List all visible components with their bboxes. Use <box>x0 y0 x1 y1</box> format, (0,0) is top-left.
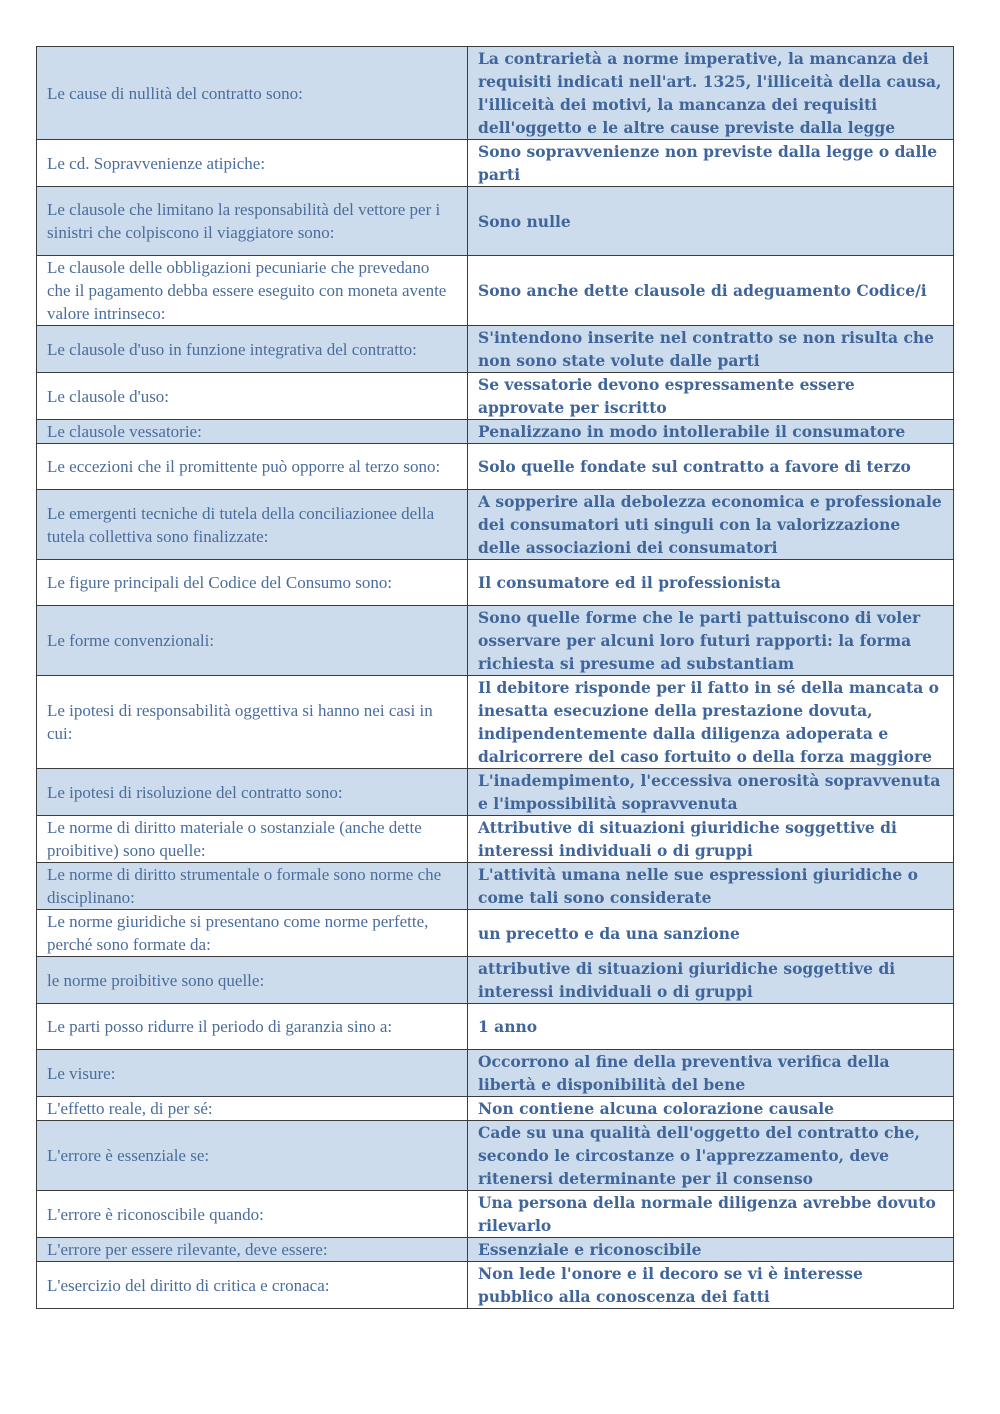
table-row <box>37 420 954 444</box>
answer-cell: Occorrono al fine della preventiva verifica della libertà e disponibilità del bene <box>468 1050 954 1097</box>
question-cell: Le clausole delle obbligazioni pecuniarie che prevedano che il pagamento debba essere eseguito con moneta avente valore intrinseco: <box>37 256 468 326</box>
question-cell: Le clausole d'uso in funzione integrativa del contratto: <box>37 326 468 373</box>
qa-table <box>36 46 954 1309</box>
table-row <box>37 373 954 420</box>
table-row <box>37 816 954 863</box>
question-cell: Le visure: <box>37 1050 468 1097</box>
table-row <box>37 1121 954 1191</box>
table-row <box>37 256 954 326</box>
table-row <box>37 47 954 140</box>
answer-cell: S'intendono inserite nel contratto se non risulta che non sono state volute dalle parti <box>468 326 954 373</box>
table-row <box>37 490 954 560</box>
question-cell: Le clausole che limitano la responsabilità del vettore per i sinistri che colpiscono il viaggiatore sono: <box>37 187 468 256</box>
table-row <box>37 863 954 910</box>
question-cell: L'esercizio del diritto di critica e cronaca: <box>37 1262 468 1309</box>
table-row <box>37 560 954 606</box>
table-row <box>37 606 954 676</box>
table-row <box>37 326 954 373</box>
question-cell: Le figure principali del Codice del Consumo sono: <box>37 560 468 606</box>
answer-cell: Il debitore risponde per il fatto in sé della mancata o inesatta esecuzione della prestazione dovuta, indipendentemente dalla diligenza adoperata e dalricorrere del caso fortuito o della forza maggiore <box>468 676 954 769</box>
answer-cell: Sono sopravvenienze non previste dalla legge o dalle parti <box>468 140 954 187</box>
table-row <box>37 187 954 256</box>
table-row <box>37 140 954 187</box>
table-row <box>37 1004 954 1050</box>
question-cell: Le ipotesi di risoluzione del contratto sono: <box>37 769 468 816</box>
table-row <box>37 769 954 816</box>
answer-cell: Attributive di situazioni giuridiche soggettive di interessi individuali o di gruppi <box>468 816 954 863</box>
question-cell: L'errore per essere rilevante, deve essere: <box>37 1238 468 1262</box>
answer-cell: Una persona della normale diligenza avrebbe dovuto rilevarlo <box>468 1191 954 1238</box>
question-cell: L'errore è riconoscibile quando: <box>37 1191 468 1238</box>
question-cell: Le clausole d'uso: <box>37 373 468 420</box>
answer-cell: Essenziale e riconoscibile <box>468 1238 954 1262</box>
answer-cell: attributive di situazioni giuridiche soggettive di interessi individuali o di gruppi <box>468 957 954 1004</box>
question-cell: L'errore è essenziale se: <box>37 1121 468 1191</box>
question-cell: le norme proibitive sono quelle: <box>37 957 468 1004</box>
answer-cell: Non contiene alcuna colorazione causale <box>468 1097 954 1121</box>
answer-cell: La contrarietà a norme imperative, la mancanza dei requisiti indicati nell'art. 1325, l'illiceità della causa, l'illiceità dei motivi, la mancanza dei requisiti dell'oggetto e le altre cause previste dalla legge <box>468 47 954 140</box>
question-cell: Le clausole vessatorie: <box>37 420 468 444</box>
answer-cell: L'inadempimento, l'eccessiva onerosità sopravvenuta e l'impossibilità sopravvenuta <box>468 769 954 816</box>
answer-cell: Sono nulle <box>468 187 954 256</box>
table-row <box>37 444 954 490</box>
answer-cell: Cade su una qualità dell'oggetto del contratto che, secondo le circostanze o l'apprezzamento, deve ritenersi determinante per il consenso <box>468 1121 954 1191</box>
answer-cell: 1 anno <box>468 1004 954 1050</box>
table-row <box>37 1238 954 1262</box>
question-cell: Le ipotesi di responsabilità oggettiva si hanno nei casi in cui: <box>37 676 468 769</box>
answer-cell: Non lede l'onore e il decoro se vi è interesse pubblico alla conoscenza dei fatti <box>468 1262 954 1309</box>
question-cell: L'effetto reale, di per sé: <box>37 1097 468 1121</box>
answer-cell: Il consumatore ed il professionista <box>468 560 954 606</box>
answer-cell: Penalizzano in modo intollerabile il consumatore <box>468 420 954 444</box>
table-row <box>37 957 954 1004</box>
table-row <box>37 1262 954 1309</box>
answer-cell: L'attività umana nelle sue espressioni giuridiche o come tali sono considerate <box>468 863 954 910</box>
table-row <box>37 1097 954 1121</box>
answer-cell: Solo quelle fondate sul contratto a favore di terzo <box>468 444 954 490</box>
question-cell: Le forme convenzionali: <box>37 606 468 676</box>
qa-table-body <box>37 47 954 1309</box>
question-cell: Le emergenti tecniche di tutela della conciliazionee della tutela collettiva sono finalizzate: <box>37 490 468 560</box>
question-cell: Le norme di diritto materiale o sostanziale (anche dette proibitive) sono quelle: <box>37 816 468 863</box>
question-cell: Le norme di diritto strumentale o formale sono norme che disciplinano: <box>37 863 468 910</box>
table-row <box>37 676 954 769</box>
question-cell: Le parti posso ridurre il periodo di garanzia sino a: <box>37 1004 468 1050</box>
answer-cell: Sono anche dette clausole di adeguamento Codice/i <box>468 256 954 326</box>
answer-cell: A sopperire alla debolezza economica e professionale dei consumatori uti singuli con la valorizzazione delle associazioni dei consumatori <box>468 490 954 560</box>
question-cell: Le norme giuridiche si presentano come norme perfette, perché sono formate da: <box>37 910 468 957</box>
question-cell: Le eccezioni che il promittente può opporre al terzo sono: <box>37 444 468 490</box>
table-row <box>37 1050 954 1097</box>
question-cell: Le cause di nullità del contratto sono: <box>37 47 468 140</box>
answer-cell: un precetto e da una sanzione <box>468 910 954 957</box>
table-row <box>37 1191 954 1238</box>
question-cell: Le cd. Sopravvenienze atipiche: <box>37 140 468 187</box>
answer-cell: Sono quelle forme che le parti pattuiscono di voler osservare per alcuni loro futuri rapporti: la forma richiesta si presume ad substantiam <box>468 606 954 676</box>
answer-cell: Se vessatorie devono espressamente essere approvate per iscritto <box>468 373 954 420</box>
table-row <box>37 910 954 957</box>
